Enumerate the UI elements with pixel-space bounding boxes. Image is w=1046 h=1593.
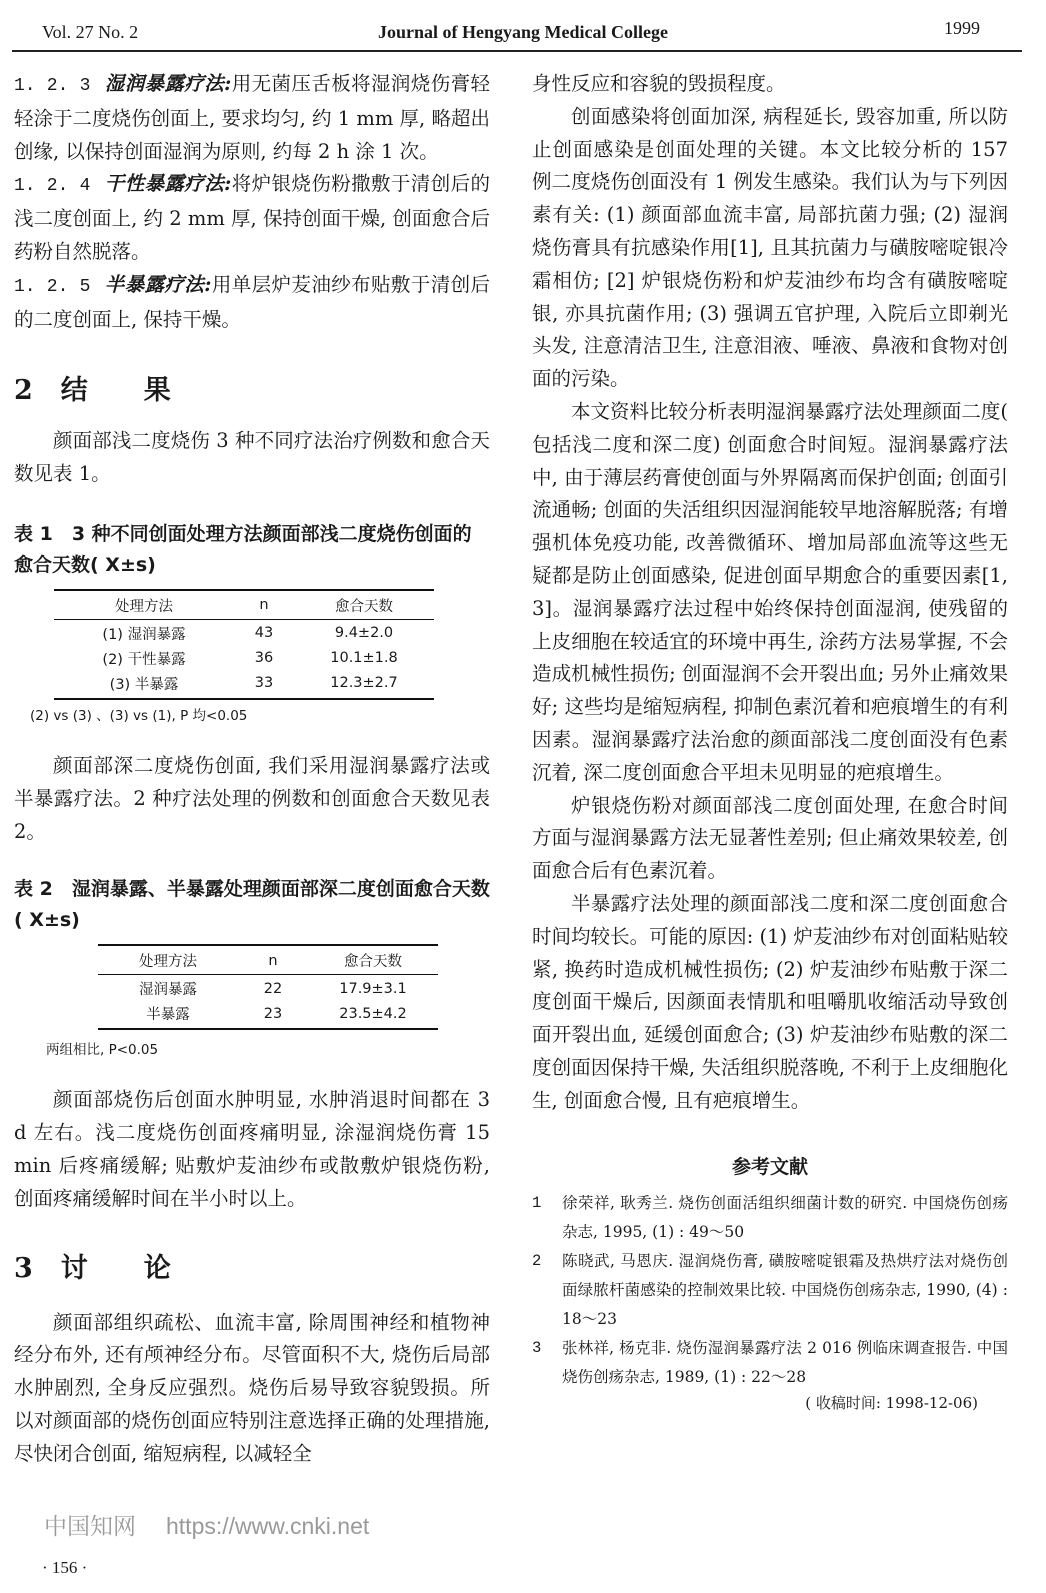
table-header-cell: 愈合天数 — [294, 590, 434, 620]
table-cell: 半暴露 — [98, 1000, 238, 1029]
table-2-note: 两组相比, P<0.05 — [46, 1042, 159, 1059]
page-number: · 156 · — [42, 1558, 88, 1577]
references-title: 参考文献 — [731, 1155, 808, 1178]
volume-label: Vol. 27 No. 2 — [42, 22, 139, 42]
table-cell: (1) 湿润暴露 — [102, 626, 186, 643]
table-cell: 23.5±4.2 — [308, 1000, 438, 1029]
subsection-number: 1. 2. 4 — [14, 176, 91, 197]
section-discussion-heading — [14, 1246, 490, 1285]
table-1-note: (2) vs (3) 、(3) vs (1), P 均<0.05 — [30, 707, 248, 724]
method-name: 湿润暴露疗法: — [104, 72, 232, 95]
received-date: ( 收稿时间: 1998-12-06) — [805, 1393, 978, 1412]
reference-item — [532, 1247, 1008, 1334]
section-word: 果 — [143, 375, 171, 407]
table-header-cell: 处理方法 — [54, 590, 234, 620]
table-1 — [54, 589, 434, 700]
table-header-cell: n — [234, 590, 294, 620]
table-row — [54, 645, 434, 670]
section-results-heading — [14, 368, 490, 407]
table-row — [54, 619, 434, 645]
cnki-watermark — [44, 1508, 369, 1541]
table-cell: 9.4±2.0 — [334, 625, 394, 642]
table-cell: (3) 半暴露 — [54, 670, 234, 699]
table-header-cell: 愈合天数 — [308, 945, 438, 975]
subsection-number: 1. 2. 3 — [14, 76, 91, 96]
journal-title: Journal of Hengyang Medical College — [378, 22, 668, 42]
watermark-brand: 中国知网 — [44, 1514, 136, 1540]
section-number: 2 — [14, 375, 33, 407]
table-cell: 12.3±2.7 — [294, 670, 434, 699]
table-row — [98, 1000, 438, 1029]
table-cell: 17.9±3.1 — [339, 980, 407, 997]
method-1-2-3 — [14, 68, 490, 168]
discussion-paragraph-3: 本文资料比较分析表明湿润暴露疗法处理颜面二度( 包括浅二度和深二度) 创面愈合时间短。湿润暴露疗法中, 由于薄层药膏使创面与外界隔离而保护创面; 创面引流通畅; 创面的失活组织因湿润能较早地溶解脱落; 有增强机体免疫功能, 改善微循环、增加局部血流等这些无疑都是防止创面感染, 促进创面早期愈合的重要因素[1, 3]。湿润暴露疗法过程中始终保持创面湿润, 使残留的上皮细胞在较适宜的环境中再生, 涂药方法易掌握, 不会造成机械性损伤; 创面湿润不会开裂出血; 另外止痛效果好; 这些均是缩短病程, 抑制色素沉着和疤痕增生的有利因素。湿润暴露疗法治愈的颜面部浅二度创面没有色素沉着, 深二度创面愈合平坦未见明显的疤痕增生。 — [532, 399, 1008, 784]
year-label: 1999 — [944, 18, 980, 38]
section-word: 论 — [143, 1252, 171, 1284]
references-list — [532, 1189, 1008, 1392]
table-cell: 43 — [254, 625, 274, 642]
reference-text: 徐荣祥, 耿秀兰. 烧伤创面活组织细菌计数的研究. 中国烧伤创疡杂志, 1995, (1) : 49～50 — [562, 1193, 1008, 1241]
section-word: 讨 — [60, 1252, 88, 1284]
discussion-paragraph-5: 半暴露疗法处理的颜面部浅二度和深二度创面愈合时间均较长。可能的原因: (1) 炉苃油纱布对创面粘贴较紧, 换药时造成机械性损伤; (2) 炉苃油纱布贴敷于深二度创面干燥后, 因颜面表情肌和咀嚼肌收缩活动导致创面开裂出血, 延缓创面愈合; (3) 炉苃油纱布贴敷的深二度创面因保持干燥, 失活组织脱落晚, 不利于上皮细胞化生, 创面愈合慢, 且有疤痕增生。 — [532, 891, 1008, 1112]
method-1-2-4 — [14, 168, 490, 268]
subsection-number: 1. 2. 5 — [14, 276, 91, 297]
table-cell: 36 — [254, 650, 274, 667]
method-text: 用单层炉苃油纱布贴敷于清创后的二度创面上, 保持干燥。 — [14, 272, 490, 331]
watermark-url: https://www.cnki.net — [166, 1513, 370, 1539]
table-cell: (2) 干性暴露 — [102, 651, 186, 668]
section-word: 结 — [60, 375, 88, 407]
reference-item — [532, 1189, 1008, 1247]
table-cell: 23 — [238, 1000, 308, 1029]
table-header-row — [98, 945, 438, 975]
table-2-caption: 表 2 湿润暴露、半暴露处理颜面部深二度创面愈合天数( X±s) — [14, 878, 490, 932]
table-1-caption: 表 1 3 种不同创面处理方法颜面部浅二度烧伤创面的愈合天数( X±s) — [14, 522, 472, 576]
table-cell: 湿润暴露 — [139, 982, 197, 999]
results-paragraph-3: 颜面部烧伤后创面水肿明显, 水肿消退时间都在 3 d 左右。浅二度烧伤创面疼痛明显, 涂湿润烧伤膏 15 min 后疼痛缓解; 贴敷炉苃油纱布或散敷炉银烧伤粉, 创面疼痛缓解时间在半小时以上。 — [14, 1088, 490, 1210]
header-rule — [12, 50, 1022, 52]
results-paragraph-1: 颜面部浅二度烧伤 3 种不同疗法治疗例数和愈合天数见表 1。 — [14, 429, 490, 486]
method-name: 半暴露疗法: — [104, 272, 212, 296]
reference-text: 张林祥, 杨克非. 烧伤湿润暴露疗法 2 016 例临床调查报告. 中国烧伤创疡杂志, 1989, (1) : 22～28 — [562, 1338, 1008, 1386]
right-column — [532, 68, 1008, 1413]
reference-item — [532, 1334, 1008, 1392]
reference-number: 3 — [532, 1338, 542, 1357]
reference-number: 2 — [532, 1251, 542, 1270]
discussion-paragraph-1: 颜面部组织疏松、血流丰富, 除周围神经和植物神经分布外, 还有颅神经分布。尽管面积不大, 烧伤后局部水肿剧烈, 全身反应强烈。烧伤后易导致容貌毁损。所以对颜面部的烧伤创面应特别注意选择正确的处理措施, 尽快闭合创面, 缩短病程, 以减轻全 — [14, 1310, 490, 1465]
table-header-cell: n — [238, 945, 308, 975]
reference-number: 1 — [532, 1193, 542, 1212]
left-column — [14, 68, 490, 1471]
table-2 — [98, 944, 438, 1030]
table-cell: 33 — [234, 670, 294, 699]
discussion-paragraph-2: 创面感染将创面加深, 病程延长, 毁容加重, 所以防止创面感染是创面处理的关键。本文比较分析的 157 例二度烧伤创面没有 1 例发生感染。我们认为与下列因素有关: (1) 颜面部血流丰富, 局部抗菌力强; (2) 湿润烧伤膏具有抗感染作用[1], 且其抗菌力与磺胺嘧啶银冷霜相仿; [2] 炉银烧伤粉和炉苃油纱布均含有磺胺嘧啶银, 亦具抗菌作用; (3) 强调五官护理, 入院后立即剃光头发, 注意清洁卫生, 注意泪液、唾液、鼻液和食物对创面的污染。 — [532, 104, 1008, 391]
table-row — [98, 975, 438, 1001]
method-name: 干性暴露疗法: — [104, 172, 232, 196]
page-header — [0, 0, 1046, 52]
table-header-cell: 处理方法 — [98, 945, 238, 975]
results-paragraph-2: 颜面部深二度烧伤创面, 我们采用湿润暴露疗法或半暴露疗法。2 种疗法处理的例数和创面愈合天数见表 2。 — [14, 753, 490, 843]
discussion-continuation: 身性反应和容貌的毁损程度。 — [532, 72, 786, 95]
reference-text: 陈晓武, 马恩庆. 湿润烧伤膏, 磺胺嘧啶银霜及热烘疗法对烧伤创面绿脓杆菌感染的控制效果比较. 中国烧伤创疡杂志, 1990, (4) : 18～23 — [562, 1251, 1008, 1328]
discussion-paragraph-4: 炉银烧伤粉对颜面部浅二度创面处理, 在愈合时间方面与湿润暴露方法无显著性差别; 但止痛效果较差, 创面愈合后有色素沉着。 — [532, 793, 1008, 883]
method-1-2-5 — [14, 269, 490, 337]
table-cell: 10.1±1.8 — [330, 650, 398, 667]
table-row — [54, 670, 434, 699]
table-header-row — [54, 590, 434, 620]
section-number: 3 — [14, 1252, 33, 1284]
method-text: 将炉银烧伤粉撒敷于清创后的浅二度创面上, 约 2 mm 厚, 保持创面干燥, 创面愈合后药粉自然脱落。 — [14, 172, 490, 263]
method-text: 用无菌压舌板将湿润烧伤膏轻轻涂于二度烧伤创面上, 要求均匀, 约 1 mm 厚, 略超出创缘, 以保持创面湿润为原则, 约每 2 h 涂 1 次。 — [14, 72, 490, 163]
table-cell: 22 — [263, 980, 283, 997]
